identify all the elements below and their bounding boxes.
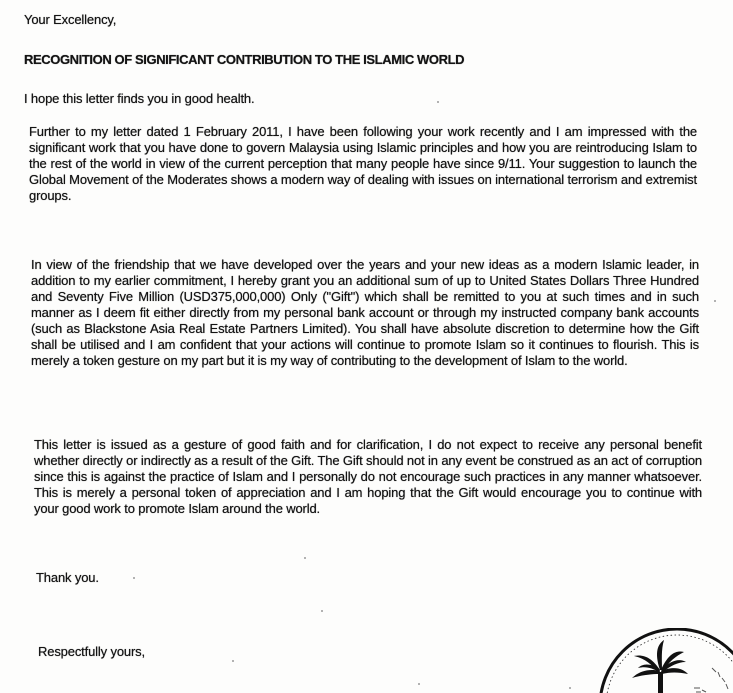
closing-line: Respectfully yours, bbox=[38, 644, 145, 659]
thank-you-line: Thank you. bbox=[36, 570, 99, 585]
scan-speck bbox=[437, 101, 439, 103]
palm-tree-seal-icon bbox=[582, 628, 733, 693]
greeting: I hope this letter finds you in good health. bbox=[24, 91, 255, 106]
scan-speck bbox=[569, 687, 571, 689]
scan-speck bbox=[304, 557, 306, 559]
scan-speck bbox=[418, 683, 420, 685]
paragraph-3: This letter is issued as a gesture of good faith and for clarification, I do not expect to receive any personal benefit whether directly or indirectly as a result of the Gift. The Gift should not in any event be construed as an act of corruption since this is against the practice of Islam and I personally do not encourage such practices in any manner whatsoever. This is merely a personal token of appreciation and I am hoping that the Gift would encourage you to continue with your good work to promote Islam around the world. bbox=[34, 437, 702, 516]
scan-speck bbox=[714, 300, 716, 302]
scan-speck bbox=[133, 577, 135, 579]
paragraph-1: Further to my letter dated 1 February 2011, I have been following your work recently and I am impressed with the significant work that you have done to govern Malaysia using Islamic principles and how you are reintroducing Islam to the rest of the world in view of the current perception that many people have since 9/11. Your suggestion to launch the Global Movement of the Moderates shows a modern way of dealing with issues on international terrorism and extremist groups. bbox=[29, 124, 697, 203]
salutation: Your Excellency, bbox=[24, 12, 117, 27]
letter-subject: RECOGNITION OF SIGNIFICANT CONTRIBUTION TO THE ISLAMIC WORLD bbox=[24, 52, 465, 67]
scan-speck bbox=[232, 660, 234, 662]
paragraph-2: In view of the friendship that we have developed over the years and your new ideas as a modern Islamic leader, in addition to my earlier commitment, I hereby grant you an additional sum of up to United States Dollars Three Hundred and Seventy Five Million (USD375,000,000) Only ("Gift") which shall be remitted to you at such times and in such manner as I deem fit either directly from my personal bank account or through my instructed company bank accounts (such as Blackstone Asia Real Estate Partners Limited). You shall have absolute discretion to determine how the Gift shall be utilised and I am confident that your actions will continue to promote Islam so it continues to flourish. This is merely a token gesture on my part but it is my way of contributing to the development of Islam to the world. bbox=[31, 257, 699, 368]
scan-speck bbox=[321, 610, 323, 612]
